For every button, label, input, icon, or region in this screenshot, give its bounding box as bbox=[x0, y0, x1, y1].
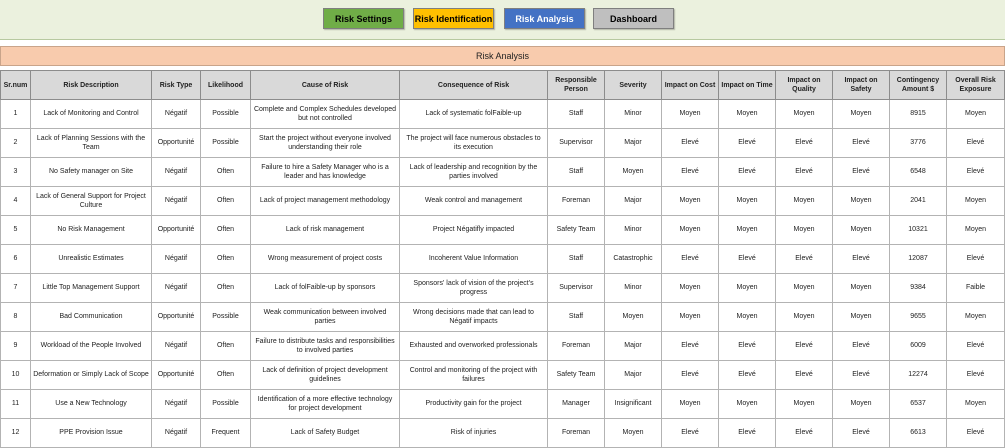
cell-consequence: Lack of systematic folFaible-up bbox=[400, 100, 548, 129]
cell-severity: Moyen bbox=[605, 158, 662, 187]
table-row bbox=[1, 187, 1005, 216]
cell-overall-exposure: Moyen bbox=[947, 100, 1005, 129]
cell-impact-safety: Moyen bbox=[833, 187, 890, 216]
risk-analysis-button[interactable]: Risk Analysis bbox=[504, 8, 585, 29]
cell-consequence: Wrong decisions made that can lead to Négatif impacts bbox=[400, 303, 548, 332]
cell-impact-cost: Elevé bbox=[662, 129, 719, 158]
cell-cause: Wrong measurement of project costs bbox=[251, 245, 400, 274]
cell-impact-cost: Moyen bbox=[662, 390, 719, 419]
table-row bbox=[1, 129, 1005, 158]
cell-impact-time: Moyen bbox=[719, 216, 776, 245]
page-title: Risk Analysis bbox=[475, 51, 529, 61]
cell-impact-cost: Elevé bbox=[662, 158, 719, 187]
cell-cause: Identification of a more effective technology for project development bbox=[251, 390, 400, 419]
table-row bbox=[1, 274, 1005, 303]
cell-likelihood: Often bbox=[201, 274, 251, 303]
cell-overall-exposure: Elevé bbox=[947, 419, 1005, 448]
cell-likelihood: Often bbox=[201, 158, 251, 187]
cell-cause: Lack of Safety Budget bbox=[251, 419, 400, 448]
cell-impact-time: Moyen bbox=[719, 187, 776, 216]
cell-contingency-amount: 6009 bbox=[890, 332, 947, 361]
cell-likelihood: Often bbox=[201, 332, 251, 361]
cell-impact-time: Elevé bbox=[719, 129, 776, 158]
cell-impact-safety: Moyen bbox=[833, 303, 890, 332]
cell-contingency-amount: 9384 bbox=[890, 274, 947, 303]
cell-risk-description: Little Top Management Support bbox=[31, 274, 152, 303]
cell-impact-quality: Elevé bbox=[776, 332, 833, 361]
cell-cause: Lack of project management methodology bbox=[251, 187, 400, 216]
cell-risk-description: PPE Provision Issue bbox=[31, 419, 152, 448]
cell-cause: Failure to hire a Safety Manager who is a leader and has knowledge bbox=[251, 158, 400, 187]
cell-overall-exposure: Elevé bbox=[947, 158, 1005, 187]
table-header-row bbox=[1, 71, 1005, 100]
cell-impact-safety: Moyen bbox=[833, 274, 890, 303]
cell-sr-num: 2 bbox=[1, 129, 31, 158]
cell-likelihood: Possible bbox=[201, 390, 251, 419]
cell-sr-num: 8 bbox=[1, 303, 31, 332]
column-header: Cause of Risk bbox=[251, 71, 400, 100]
cell-impact-cost: Elevé bbox=[662, 419, 719, 448]
column-header: Responsible Person bbox=[548, 71, 605, 100]
cell-impact-time: Elevé bbox=[719, 245, 776, 274]
table-body bbox=[1, 100, 1005, 448]
cell-cause: Complete and Complex Schedules developed but not controlled bbox=[251, 100, 400, 129]
cell-severity: Major bbox=[605, 129, 662, 158]
column-header: Sr.num bbox=[1, 71, 31, 100]
cell-likelihood: Possible bbox=[201, 303, 251, 332]
cell-impact-time: Moyen bbox=[719, 100, 776, 129]
cell-severity: Minor bbox=[605, 274, 662, 303]
cell-impact-cost: Moyen bbox=[662, 303, 719, 332]
cell-responsible-person: Foreman bbox=[548, 187, 605, 216]
cell-sr-num: 7 bbox=[1, 274, 31, 303]
cell-risk-type: Négatif bbox=[152, 100, 201, 129]
cell-risk-type: Négatif bbox=[152, 187, 201, 216]
column-header: Risk Type bbox=[152, 71, 201, 100]
cell-risk-description: No Risk Management bbox=[31, 216, 152, 245]
cell-sr-num: 1 bbox=[1, 100, 31, 129]
cell-risk-type: Opportunité bbox=[152, 216, 201, 245]
cell-contingency-amount: 10321 bbox=[890, 216, 947, 245]
cell-severity: Moyen bbox=[605, 419, 662, 448]
cell-risk-type: Négatif bbox=[152, 158, 201, 187]
table-row bbox=[1, 332, 1005, 361]
cell-consequence: Project Négatifly impacted bbox=[400, 216, 548, 245]
cell-risk-description: Bad Communication bbox=[31, 303, 152, 332]
cell-impact-cost: Elevé bbox=[662, 361, 719, 390]
cell-risk-type: Négatif bbox=[152, 419, 201, 448]
table-row bbox=[1, 245, 1005, 274]
cell-cause: Lack of risk management bbox=[251, 216, 400, 245]
cell-contingency-amount: 3776 bbox=[890, 129, 947, 158]
table-row bbox=[1, 390, 1005, 419]
column-header: Impact on Quality bbox=[776, 71, 833, 100]
cell-overall-exposure: Elevé bbox=[947, 361, 1005, 390]
cell-impact-quality: Elevé bbox=[776, 245, 833, 274]
cell-risk-description: No Safety manager on Site bbox=[31, 158, 152, 187]
cell-severity: Moyen bbox=[605, 303, 662, 332]
cell-severity: Catastrophic bbox=[605, 245, 662, 274]
cell-impact-quality: Elevé bbox=[776, 129, 833, 158]
cell-impact-time: Elevé bbox=[719, 332, 776, 361]
cell-consequence: Control and monitoring of the project with failures bbox=[400, 361, 548, 390]
cell-overall-exposure: Moyen bbox=[947, 390, 1005, 419]
cell-overall-exposure: Elevé bbox=[947, 332, 1005, 361]
cell-consequence: Productivity gain for the project bbox=[400, 390, 548, 419]
cell-impact-time: Elevé bbox=[719, 419, 776, 448]
cell-consequence: Sponsors' lack of vision of the project's progress bbox=[400, 274, 548, 303]
table-row bbox=[1, 216, 1005, 245]
cell-contingency-amount: 2041 bbox=[890, 187, 947, 216]
cell-responsible-person: Foreman bbox=[548, 419, 605, 448]
cell-severity: Insignificant bbox=[605, 390, 662, 419]
cell-contingency-amount: 12087 bbox=[890, 245, 947, 274]
cell-consequence: Lack of leadership and recognition by the parties involved bbox=[400, 158, 548, 187]
cell-impact-safety: Elevé bbox=[833, 361, 890, 390]
cell-contingency-amount: 9655 bbox=[890, 303, 947, 332]
cell-likelihood: Often bbox=[201, 216, 251, 245]
cell-responsible-person: Safety Team bbox=[548, 361, 605, 390]
cell-sr-num: 9 bbox=[1, 332, 31, 361]
cell-responsible-person: Staff bbox=[548, 245, 605, 274]
cell-impact-quality: Moyen bbox=[776, 216, 833, 245]
cell-consequence: Incoherent Value Information bbox=[400, 245, 548, 274]
cell-overall-exposure: Elevé bbox=[947, 245, 1005, 274]
cell-impact-safety: Elevé bbox=[833, 332, 890, 361]
cell-responsible-person: Foreman bbox=[548, 332, 605, 361]
cell-sr-num: 4 bbox=[1, 187, 31, 216]
cell-impact-cost: Moyen bbox=[662, 187, 719, 216]
cell-severity: Minor bbox=[605, 100, 662, 129]
cell-impact-safety: Moyen bbox=[833, 390, 890, 419]
cell-severity: Major bbox=[605, 332, 662, 361]
dashboard-button[interactable]: Dashboard bbox=[593, 8, 674, 29]
cell-cause: Start the project without everyone involved understanding their role bbox=[251, 129, 400, 158]
cell-impact-cost: Moyen bbox=[662, 216, 719, 245]
cell-responsible-person: Supervisor bbox=[548, 274, 605, 303]
column-header: Risk Description bbox=[31, 71, 152, 100]
cell-impact-safety: Elevé bbox=[833, 158, 890, 187]
table-row bbox=[1, 361, 1005, 390]
cell-consequence: Risk of injuries bbox=[400, 419, 548, 448]
cell-impact-time: Moyen bbox=[719, 390, 776, 419]
column-header: Impact on Time bbox=[719, 71, 776, 100]
cell-responsible-person: Staff bbox=[548, 303, 605, 332]
cell-risk-type: Négatif bbox=[152, 390, 201, 419]
page-title-banner bbox=[0, 46, 1005, 66]
cell-impact-time: Moyen bbox=[719, 303, 776, 332]
cell-impact-quality: Moyen bbox=[776, 187, 833, 216]
cell-impact-safety: Moyen bbox=[833, 100, 890, 129]
cell-risk-description: Use a New Technology bbox=[31, 390, 152, 419]
cell-risk-type: Opportunité bbox=[152, 129, 201, 158]
cell-overall-exposure: Elevé bbox=[947, 129, 1005, 158]
cell-sr-num: 3 bbox=[1, 158, 31, 187]
cell-severity: Major bbox=[605, 187, 662, 216]
column-header: Consequence of Risk bbox=[400, 71, 548, 100]
cell-likelihood: Often bbox=[201, 187, 251, 216]
cell-severity: Minor bbox=[605, 216, 662, 245]
cell-impact-quality: Moyen bbox=[776, 274, 833, 303]
cell-sr-num: 5 bbox=[1, 216, 31, 245]
cell-risk-type: Négatif bbox=[152, 245, 201, 274]
cell-overall-exposure: Moyen bbox=[947, 303, 1005, 332]
cell-impact-quality: Moyen bbox=[776, 100, 833, 129]
cell-risk-description: Lack of Planning Sessions with the Team bbox=[31, 129, 152, 158]
top-navigation-bar bbox=[0, 0, 1005, 40]
cell-risk-description: Unrealistic Estimates bbox=[31, 245, 152, 274]
cell-risk-description: Deformation or Simply Lack of Scope bbox=[31, 361, 152, 390]
cell-contingency-amount: 6548 bbox=[890, 158, 947, 187]
cell-consequence: The project will face numerous obstacles to its execution bbox=[400, 129, 548, 158]
table-row bbox=[1, 158, 1005, 187]
cell-impact-cost: Moyen bbox=[662, 274, 719, 303]
column-header: Severity bbox=[605, 71, 662, 100]
cell-sr-num: 12 bbox=[1, 419, 31, 448]
cell-impact-quality: Elevé bbox=[776, 158, 833, 187]
cell-likelihood: Possible bbox=[201, 129, 251, 158]
cell-impact-safety: Elevé bbox=[833, 245, 890, 274]
column-header: Impact on Cost bbox=[662, 71, 719, 100]
risk-identification-button[interactable]: Risk Identification bbox=[413, 8, 494, 29]
cell-contingency-amount: 6613 bbox=[890, 419, 947, 448]
cell-cause: Lack of definition of project development guidelines bbox=[251, 361, 400, 390]
cell-overall-exposure: Faible bbox=[947, 274, 1005, 303]
cell-likelihood: Often bbox=[201, 361, 251, 390]
cell-impact-cost: Elevé bbox=[662, 332, 719, 361]
cell-sr-num: 11 bbox=[1, 390, 31, 419]
cell-impact-quality: Moyen bbox=[776, 303, 833, 332]
table-row bbox=[1, 100, 1005, 129]
cell-cause: Lack of folFaible-up by sponsors bbox=[251, 274, 400, 303]
risk-settings-button[interactable]: Risk Settings bbox=[323, 8, 404, 29]
cell-impact-cost: Elevé bbox=[662, 245, 719, 274]
cell-consequence: Weak control and management bbox=[400, 187, 548, 216]
cell-risk-type: Opportunité bbox=[152, 303, 201, 332]
cell-cause: Weak communication between involved parties bbox=[251, 303, 400, 332]
cell-impact-time: Elevé bbox=[719, 361, 776, 390]
column-header: Overall Risk Exposure bbox=[947, 71, 1005, 100]
cell-risk-type: Négatif bbox=[152, 274, 201, 303]
cell-responsible-person: Staff bbox=[548, 100, 605, 129]
cell-impact-safety: Elevé bbox=[833, 419, 890, 448]
cell-risk-type: Opportunité bbox=[152, 361, 201, 390]
cell-impact-quality: Moyen bbox=[776, 390, 833, 419]
cell-sr-num: 10 bbox=[1, 361, 31, 390]
cell-risk-description: Lack of Monitoring and Control bbox=[31, 100, 152, 129]
cell-contingency-amount: 8915 bbox=[890, 100, 947, 129]
column-header: Impact on Safety bbox=[833, 71, 890, 100]
cell-contingency-amount: 12274 bbox=[890, 361, 947, 390]
cell-overall-exposure: Moyen bbox=[947, 187, 1005, 216]
cell-impact-cost: Moyen bbox=[662, 100, 719, 129]
cell-impact-time: Elevé bbox=[719, 158, 776, 187]
column-header: Contingency Amount $ bbox=[890, 71, 947, 100]
cell-severity: Major bbox=[605, 361, 662, 390]
cell-impact-safety: Moyen bbox=[833, 216, 890, 245]
cell-impact-quality: Elevé bbox=[776, 361, 833, 390]
cell-responsible-person: Safety Team bbox=[548, 216, 605, 245]
table-row bbox=[1, 303, 1005, 332]
cell-cause: Failure to distribute tasks and responsibilities to involved parties bbox=[251, 332, 400, 361]
column-header: Likelihood bbox=[201, 71, 251, 100]
cell-likelihood: Often bbox=[201, 245, 251, 274]
cell-risk-description: Workload of the People Involved bbox=[31, 332, 152, 361]
risk-analysis-table bbox=[0, 70, 1005, 448]
cell-likelihood: Possible bbox=[201, 100, 251, 129]
cell-risk-type: Négatif bbox=[152, 332, 201, 361]
cell-overall-exposure: Moyen bbox=[947, 216, 1005, 245]
table-row bbox=[1, 419, 1005, 448]
cell-likelihood: Frequent bbox=[201, 419, 251, 448]
cell-contingency-amount: 6537 bbox=[890, 390, 947, 419]
cell-impact-quality: Elevé bbox=[776, 419, 833, 448]
cell-responsible-person: Manager bbox=[548, 390, 605, 419]
cell-impact-time: Moyen bbox=[719, 274, 776, 303]
cell-responsible-person: Supervisor bbox=[548, 129, 605, 158]
cell-consequence: Exhausted and overworked professionals bbox=[400, 332, 548, 361]
cell-risk-description: Lack of General Support for Project Culture bbox=[31, 187, 152, 216]
cell-sr-num: 6 bbox=[1, 245, 31, 274]
cell-impact-safety: Elevé bbox=[833, 129, 890, 158]
cell-responsible-person: Staff bbox=[548, 158, 605, 187]
